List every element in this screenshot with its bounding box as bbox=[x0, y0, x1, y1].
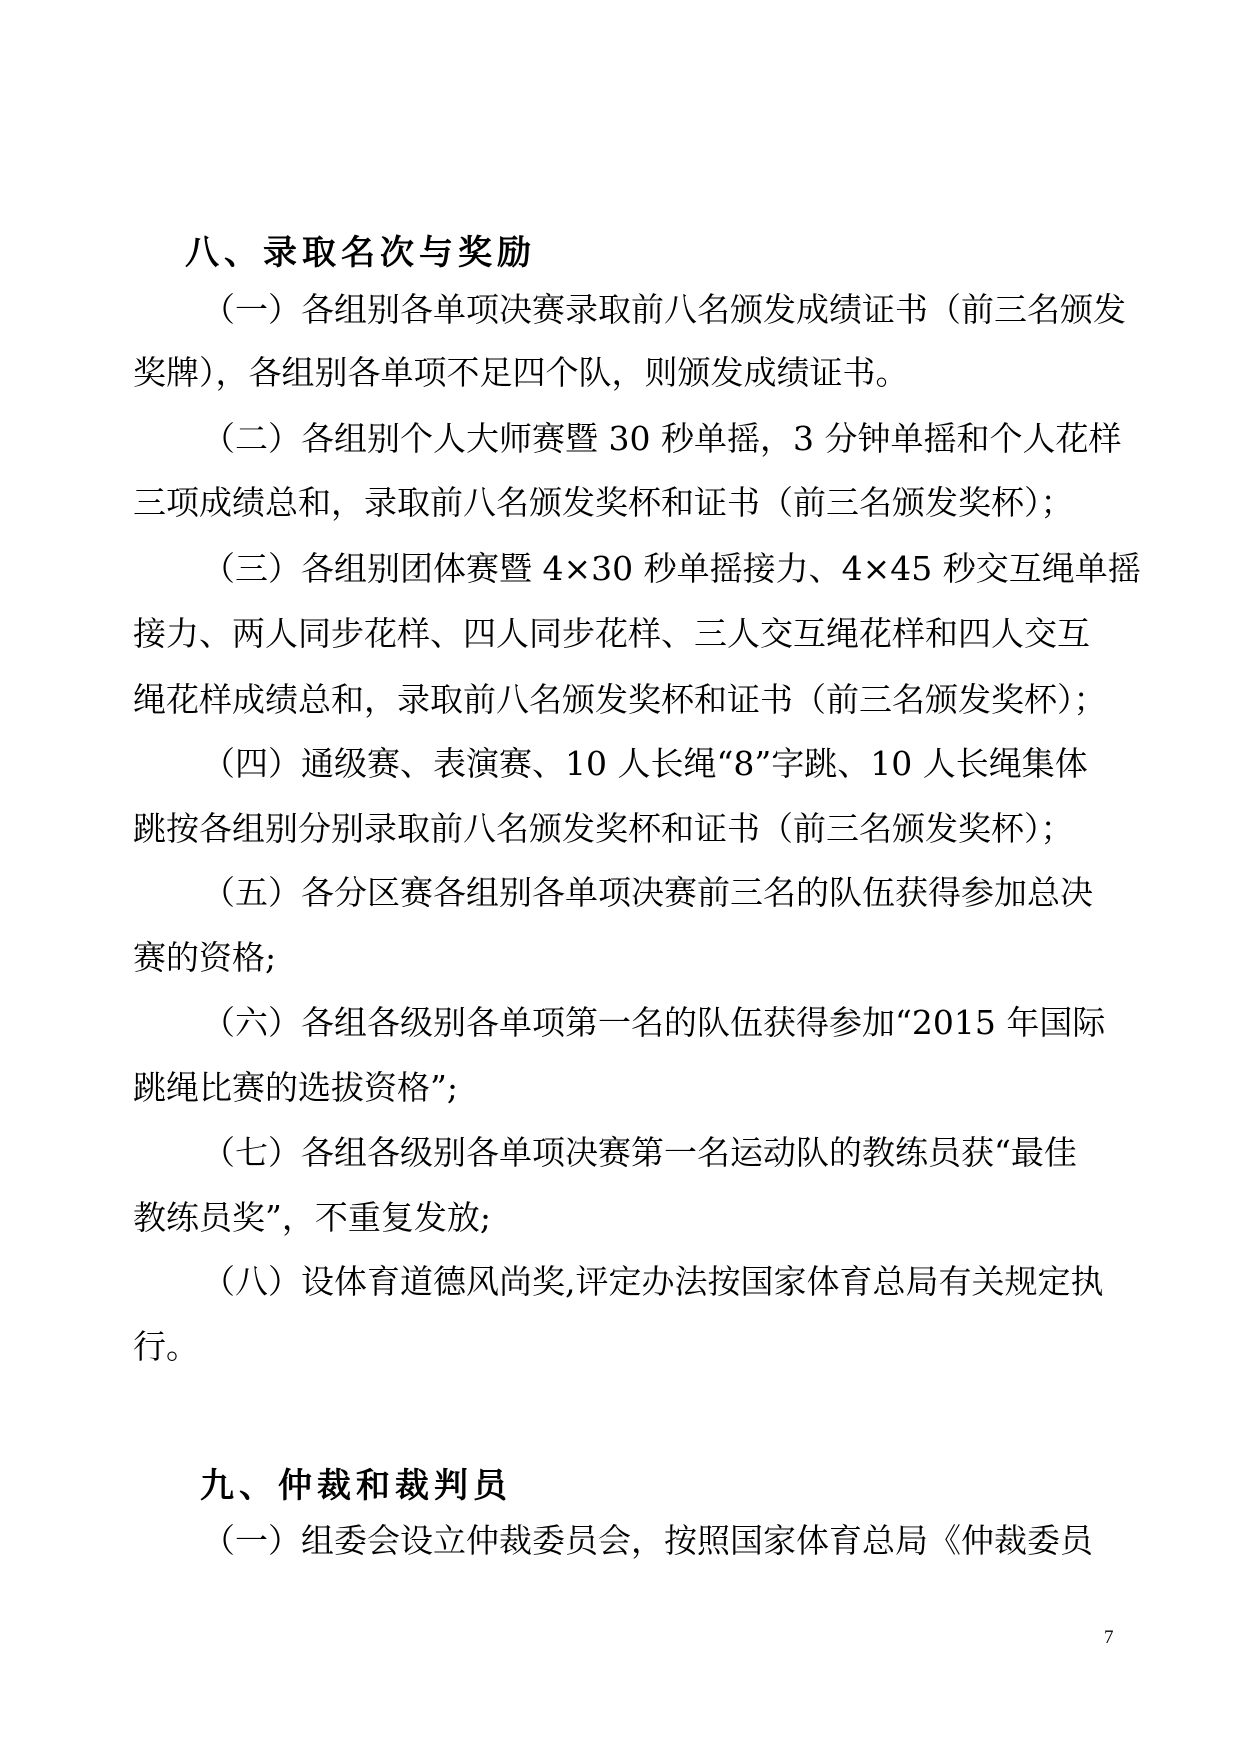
item-4-line-1: （四）通级赛、表演赛、10 人长绳“8”字跳、10 人长绳集体 bbox=[202, 744, 1088, 783]
item-4-line-2: 跳按各组别分别录取前八名颁发奖杯和证书（前三名颁发奖杯）； bbox=[133, 809, 1074, 848]
item-2-line-2: 三项成绩总和，录取前八名颁发奖杯和证书（前三名颁发奖杯）； bbox=[133, 483, 1074, 522]
item-5-line-2: 赛的资格; bbox=[133, 938, 277, 977]
item-7-line-2: 教练员奖”，不重复发放; bbox=[133, 1198, 491, 1237]
item-8-line-2: 行。 bbox=[133, 1327, 199, 1366]
item-3-line-1: （三）各组别团体赛暨 4×30 秒单摇接力、4×45 秒交互绳单摇 bbox=[202, 549, 1141, 588]
item-6-line-1: （六）各组各级别各单项第一名的队伍获得参加“2015 年国际 bbox=[202, 1003, 1106, 1042]
item-3-line-3: 绳花样成绩总和，录取前八名颁发奖杯和证书（前三名颁发奖杯）； bbox=[133, 680, 1107, 719]
item-6-line-2: 跳绳比赛的选拔资格”; bbox=[133, 1068, 458, 1107]
item-7-line-1: （七）各组各级别各单项决赛第一名运动队的教练员获“最佳 bbox=[202, 1133, 1077, 1172]
item-3-line-2: 接力、两人同步花样、四人同步花样、三人交互绳花样和四人交互 bbox=[133, 614, 1090, 653]
section-9-heading: 九、仲裁和裁判员 bbox=[200, 1466, 512, 1506]
item-8-line-1: （八）设体育道德风尚奖,评定办法按国家体育总局有关规定执 bbox=[202, 1262, 1104, 1301]
item-2-line-1: （二）各组别个人大师赛暨 30 秒单摇，3 分钟单摇和个人花样 bbox=[202, 419, 1122, 458]
item-1-line-2: 奖牌），各组别各单项不足四个队，则颁发成绩证书。 bbox=[133, 353, 909, 392]
item-5-line-1: （五）各分区赛各组别各单项决赛前三名的队伍获得参加总决 bbox=[202, 873, 1093, 912]
section-8-heading: 八、录取名次与奖励 bbox=[185, 233, 536, 273]
section-9-item-1-line-1: （一）组委会设立仲裁委员会，按照国家体育总局《仲裁委员 bbox=[202, 1521, 1093, 1560]
page-number: 7 bbox=[1104, 1627, 1114, 1648]
item-1-line-1: （一）各组别各单项决赛录取前八名颁发成绩证书（前三名颁发 bbox=[202, 290, 1126, 329]
